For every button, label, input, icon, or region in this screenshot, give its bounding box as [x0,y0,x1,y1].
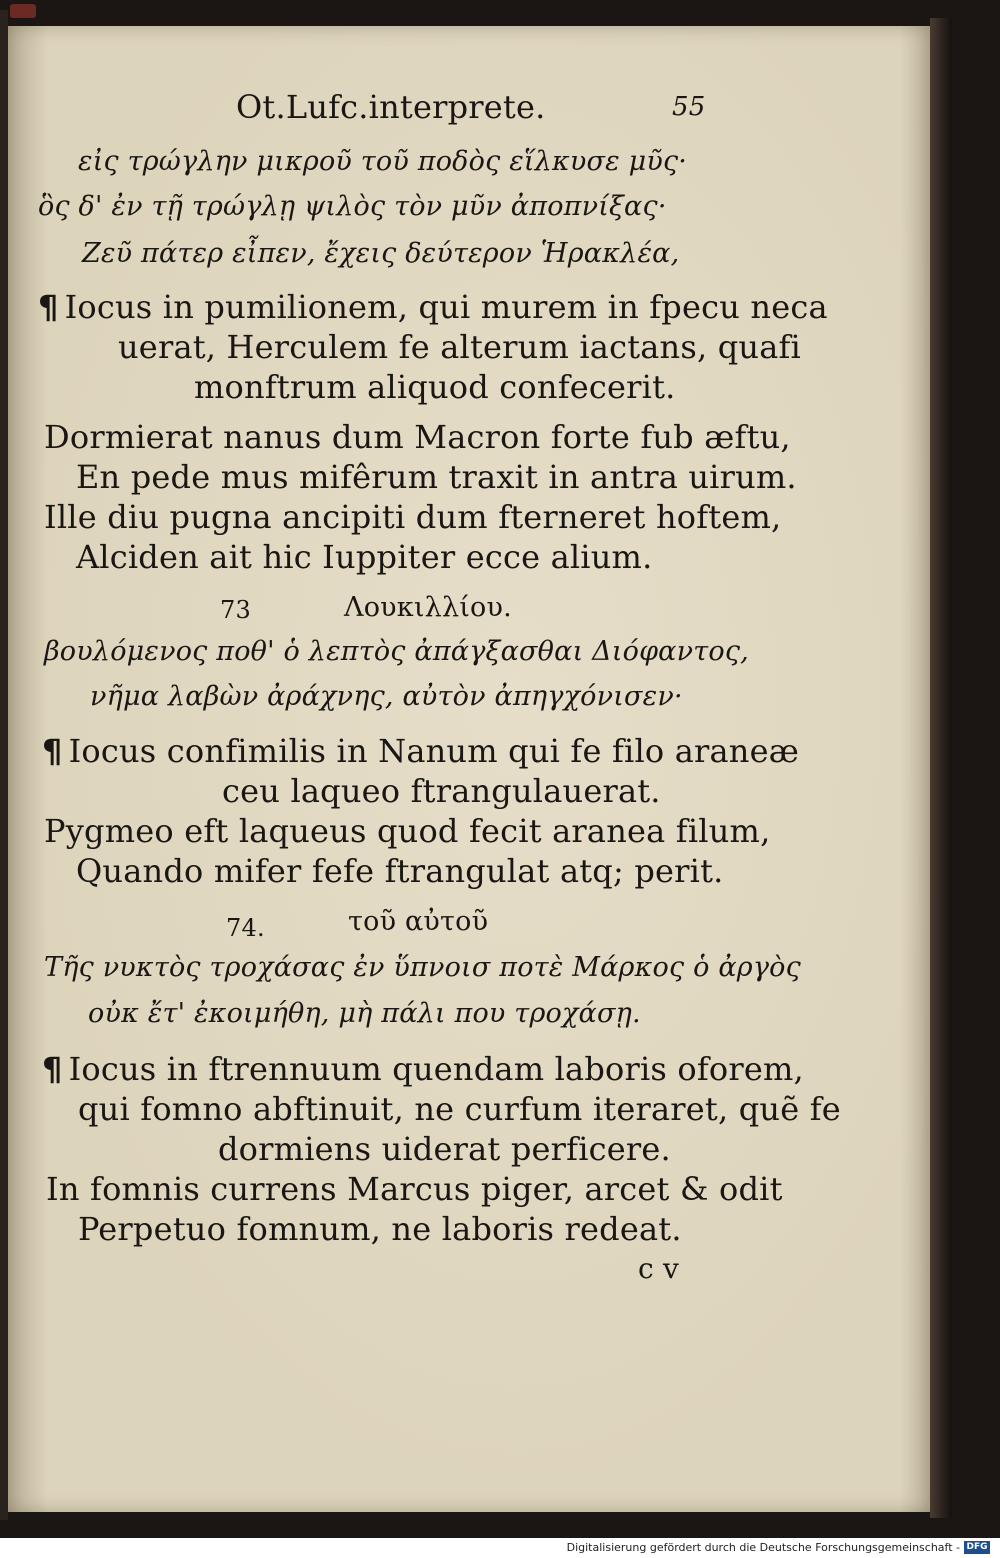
page-number: 55 [672,92,706,122]
greek-line: νῆμα λαβὼν ἀράχνης, αὐτὸν ἀπηγχόνισεν· [90,681,683,712]
greek-line: οὐκ ἔτ' ἐκοιμήθη, μὴ πάλι που τροχάσῃ. [88,998,641,1029]
commentary-text: Iocus in ftrennuum quendam laboris oforem, [68,1050,804,1088]
commentary-line: dormiens uiderat perficere. [218,1130,671,1168]
verse-line: Pygmeo eft laqueus quod fecit aranea filum, [44,812,771,850]
epigram-heading: Λουκιλλίου. [344,592,512,623]
epigram-number: 73 [220,596,251,624]
commentary-line: qui fomno abftinuit, ne curfum iteraret, quẽ fe [78,1090,841,1128]
pilcrow-icon: ¶ [42,1050,63,1088]
greek-line: Ζεῦ πάτερ εἶπεν, ἔχεις δεύτερον Ἡρακλέα, [82,238,680,269]
greek-line: Τῆς νυκτὸς τροχάσας ἐν ὕπνοισ ποτὲ Μάρκος ὁ ἀργὸς [44,952,801,983]
commentary-line [42,1050,804,1088]
verse-line: In fomnis currens Marcus piger, arcet & odit [46,1170,783,1208]
signature-mark: c v [638,1252,680,1285]
binding-mark [10,4,36,18]
greek-line: εἰς τρώγλην μικροῦ τοῦ ποδὸς εἵλκυσε μῦς· [78,146,688,177]
verse-line: Alciden ait hic Iuppiter ecce alium. [76,538,653,576]
commentary-line: monftrum aliquod confecerit. [194,368,676,406]
verse-line: Quando mifer fefe ftrangulat atq; perit. [76,852,724,890]
pilcrow-icon: ¶ [38,288,59,326]
pilcrow-icon: ¶ [42,732,63,770]
commentary-text: Iocus in pumilionem, qui murem in fpecu neca [64,288,828,326]
verse-line: Perpetuo fomnum, ne laboris redeat. [78,1210,682,1248]
greek-line: βουλόμενος ποθ' ὁ λεπτὸς ἀπάγξασθαι Διόφαντος, [44,636,749,667]
epigram-heading: τοῦ αὐτοῦ [348,906,489,937]
greek-line: ὃς δ' ἐν τῇ τρώγλῃ ψιλὸς τὸν μῦν ἀποπνίξας· [38,191,667,222]
running-header: Ot.Lufc.interprete. [236,88,546,126]
page-right-edge [930,18,952,1518]
verse-line: Dormierat nanus dum Macron forte fub æftu, [44,418,791,456]
commentary-line [38,288,828,326]
commentary-line: ceu laqueo ftrangulauerat. [222,772,661,810]
epigram-number: 74. [226,914,265,942]
funding-credit: Digitalisierung gefördert durch die Deutsche Forschungsgemeinschaft - [566,1541,960,1554]
commentary-text: Iocus confimilis in Nanum qui fe filo araneæ [68,732,800,770]
verse-line: En pede mus mifêrum traxit in antra uirum. [76,458,797,496]
commentary-line [42,732,799,770]
commentary-line: uerat, Herculem fe alterum iactans, quafi [118,328,801,366]
dfg-logo: DFG [964,1541,990,1554]
verse-line: Ille diu pugna ancipiti dum fterneret hoftem, [44,498,782,536]
book-page [8,26,930,1512]
page-left-edge [0,10,8,1520]
